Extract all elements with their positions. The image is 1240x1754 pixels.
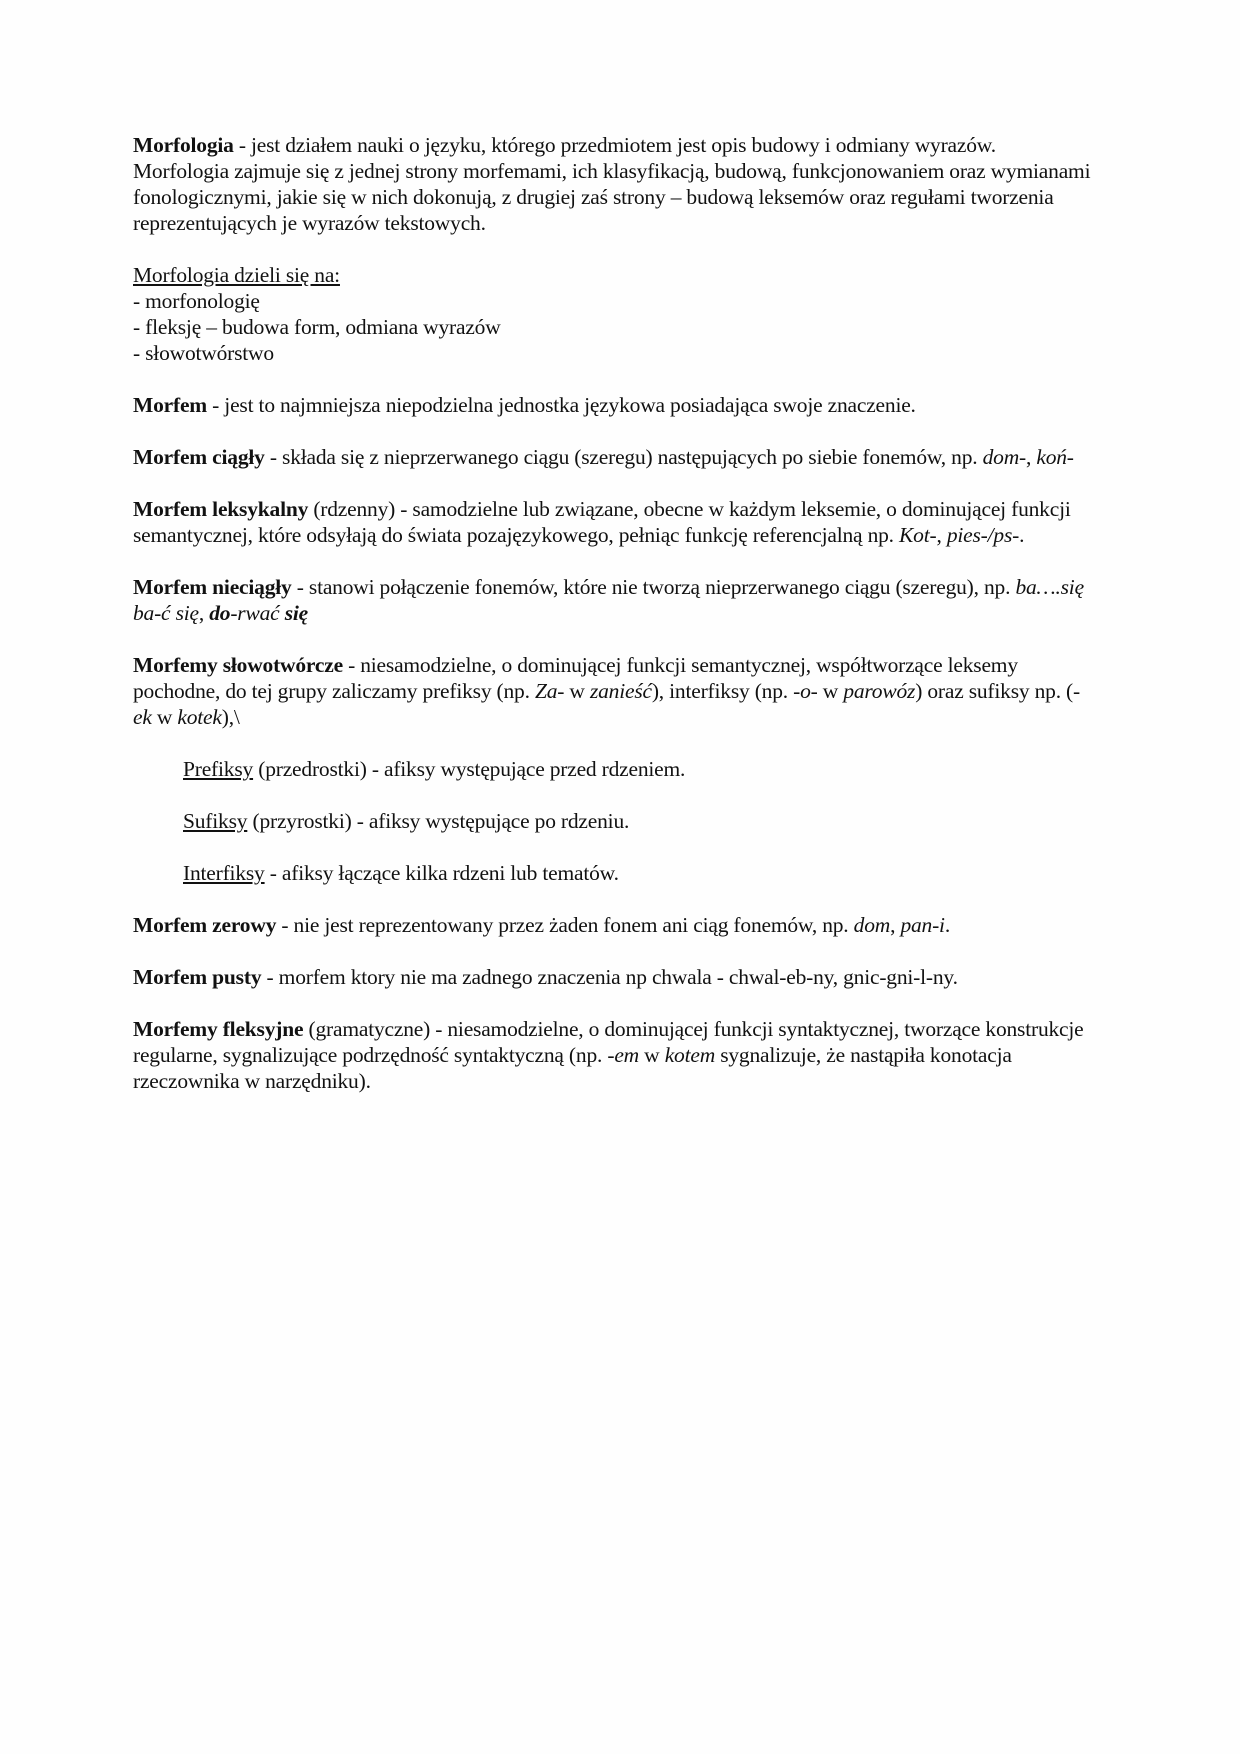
example: -em: [607, 1043, 639, 1067]
term-morfem-leksykalny: Morfem leksykalny: [133, 497, 309, 521]
definition-text: - morfem ktory nie ma zadnego znaczenia np chwala - chwal-eb-ny, gnic-gni-l-ny.: [261, 965, 958, 989]
example: Za-: [534, 679, 565, 703]
term-interfiksy: Interfiksy: [183, 861, 265, 885]
definition-text: (rdzenny) - samodzielne lub związane, obecne w każdym leksemie, o dominującej funkcji semantycznej, które odsyłają do świata pozajęzykowego, pełniąc funkcję referencjalną np.: [133, 497, 1071, 547]
example: -o-: [793, 679, 818, 703]
example: kotek: [177, 705, 222, 729]
term-morfem-zerowy: Morfem zerowy: [133, 913, 277, 937]
term-prefiksy: Prefiksy: [183, 757, 254, 781]
list-item: - słowotwórstwo: [133, 341, 274, 365]
paragraph-morfem-zerowy: Morfem zerowy - nie jest reprezentowany przez żaden fonem ani ciąg fonemów, np. dom, pan-i.: [133, 913, 951, 937]
example: pan-i: [900, 913, 945, 937]
example: Kot-: [899, 523, 937, 547]
example: do-rwać się: [209, 601, 308, 625]
definition-text: - składa się z nieprzerwanego ciągu (szeregu) następujących po siebie fonemów, np.: [264, 445, 983, 469]
paragraph-morfemy-slowotworcze: Morfemy słowotwórcze - niesamodzielne, o dominującej funkcji semantycznej, współtworzące leksemy pochodne, do tej grupy zaliczamy prefiksy (np. Za- w zanieść), interfiksy (np. -o- w parowóz) oraz sufiksy np. (-ek w kotek),\: [133, 653, 1080, 729]
example: zanieść: [589, 679, 652, 703]
definition-text: - stanowi połączenie fonemów, które nie tworzą nieprzerwanego ciągu (szeregu), np.: [291, 575, 1016, 599]
example: pies-/ps-: [946, 523, 1020, 547]
paragraph-morfem-leksykalny: Morfem leksykalny (rdzenny) - samodzielne lub związane, obecne w każdym leksemie, o dominującej funkcji semantycznej, które odsyłają do świata pozajęzykowego, pełniąc funkcję referencjalną np. Kot-, pies-/ps-.: [133, 497, 1071, 547]
example: dom-: [982, 445, 1026, 469]
list-item: - morfonologię: [133, 289, 260, 313]
term-sufiksy: Sufiksy: [183, 809, 248, 833]
term-morfem: Morfem: [133, 393, 207, 417]
term-morfemy-fleksyjne: Morfemy fleksyjne: [133, 1017, 304, 1041]
example: kotem: [664, 1043, 716, 1067]
definition-text: - nie jest reprezentowany przez żaden fonem ani ciąg fonemów, np.: [276, 913, 854, 937]
paragraph-morfem-ciagly: Morfem ciągły - składa się z nieprzerwanego ciągu (szeregu) następujących po siebie fonemów, np. dom-, koń-: [133, 445, 1074, 469]
paragraph-morfemy-fleksyjne: Morfemy fleksyjne (gramatyczne) - niesamodzielne, o dominującej funkcji syntaktycznej, tworzące konstrukcje regularne, sygnalizujące podrzędność syntaktyczną (np. -em w kotem sygnalizuje, że nastąpiła konotacja rzeczownika w narzędniku).: [133, 1017, 1084, 1093]
term-morfem-pusty: Morfem pusty: [133, 965, 262, 989]
paragraph-morfem-nieciagly: Morfem nieciągły - stanowi połączenie fonemów, które nie tworzą nieprzerwanego ciągu (szeregu), np. ba….się ba-ć się, do-rwać się: [133, 575, 1084, 625]
definition-text: - jest działem nauki o języku, którego przedmiotem jest opis budowy i odmiany wyrazów. Morfologia zajmuje się z jednej strony morfemami, ich klasyfikacją, budową, funkcjonowaniem oraz wymianami fonologicznymi, jakie się w nich dokonują, z drugiej zaś strony – budową leksemów oraz regułami tworzenia reprezentujących je wyrazów tekstowych.: [133, 133, 1091, 235]
term-morfem-nieciagly: Morfem nieciągły: [133, 575, 292, 599]
term-morfemy-slowotworcze: Morfemy słowotwórcze: [133, 653, 343, 677]
list-item: - fleksję – budowa form, odmiana wyrazów: [133, 315, 501, 339]
division-heading: Morfologia dzieli się na:: [133, 263, 340, 287]
paragraph-interfiksy: Interfiksy - afiksy łączące kilka rdzeni lub tematów.: [183, 861, 619, 885]
example: -ek: [133, 679, 1080, 729]
paragraph-morfologia: [133, 132, 1093, 236]
paragraph-morfem-pusty: [133, 964, 1093, 990]
term-morfem-ciagly: Morfem ciągły: [133, 445, 265, 469]
example: dom: [853, 913, 891, 937]
term-morfologia: Morfologia: [133, 133, 234, 157]
example: ba….się ba-ć się: [133, 575, 1084, 625]
division-list: [133, 262, 1093, 366]
paragraph-sufiksy: Sufiksy (przyrostki) - afiksy występujące po rdzeniu.: [183, 809, 630, 833]
example: parowóz: [843, 679, 916, 703]
paragraph-morfem: [133, 392, 1093, 418]
paragraph-prefiksy: Prefiksy (przedrostki) - afiksy występujące przed rdzeniem.: [183, 757, 686, 781]
definition-text: - jest to najmniejsza niepodzielna jednostka językowa posiadająca swoje znaczenie.: [207, 393, 916, 417]
document-body: [133, 132, 1093, 1120]
example: koń-: [1036, 445, 1074, 469]
